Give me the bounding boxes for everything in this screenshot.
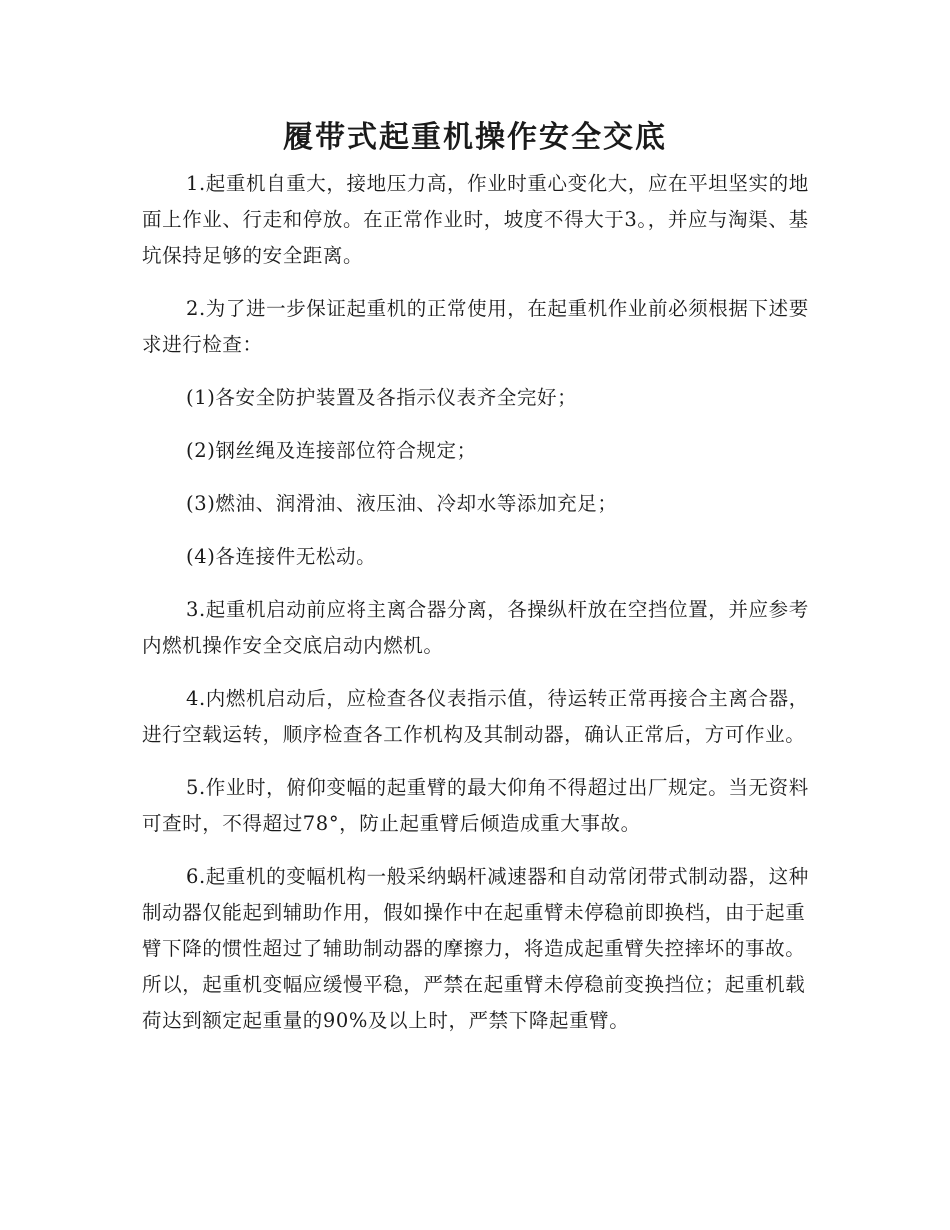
check-item-2: (2)钢丝绳及连接部位符合规定；	[186, 439, 477, 462]
check-item-3: (3)燃油、润滑油、液压油、冷却水等添加充足；	[186, 492, 618, 515]
paragraph-1: 1.起重机自重大，接地压力高，作业时重心变化大，应在平坦坚实的地面上作业、行走和停放。在正常作业时，坡度不得大于3。，并应与淘渠、基坑保持足够的安全距离。	[142, 172, 809, 267]
document-body	[142, 166, 810, 1039]
paragraph-6: 6.起重机的变幅机构一般采纳蜗杆减速器和自动常闭带式制动器，这种制动器仅能起到辅助作用，假如操作中在起重臂未停稳前即换档，由于起重臂下降的惯性超过了辅助制动器的摩擦力，将造成起重臂失控摔坏的事故。所以，起重机变幅应缓慢平稳，严禁在起重臂未停稳前变换挡位；起重机载荷达到额定起重量的90%及以上时，严禁下降起重臂。	[142, 865, 809, 1032]
check-item-1: (1)各安全防护装置及各指示仪表齐全完好；	[186, 386, 578, 409]
document-title: 履带式起重机操作安全交底	[283, 120, 667, 155]
paragraph-5: 5.作业时，俯仰变幅的起重臂的最大仰角不得超过出厂规定。当无资料可查时，不得超过78°，防止起重臂后倾造成重大事故。	[142, 776, 809, 835]
check-item-4: (4)各连接件无松动。	[186, 545, 377, 568]
paragraph-3: 3.起重机启动前应将主离合器分离，各操纵杆放在空挡位置，并应参考内燃机操作安全交底启动内燃机。	[142, 598, 809, 657]
paragraph-4: 4.内燃机启动后，应检查各仪表指示值，待运转正常再接合主离合器，进行空载运转，顺序检查各工作机构及其制动器，确认正常后，方可作业。	[142, 687, 809, 746]
paragraph-2: 2.为了进一步保证起重机的正常使用，在起重机作业前必须根据下述要求进行检查：	[142, 297, 809, 356]
